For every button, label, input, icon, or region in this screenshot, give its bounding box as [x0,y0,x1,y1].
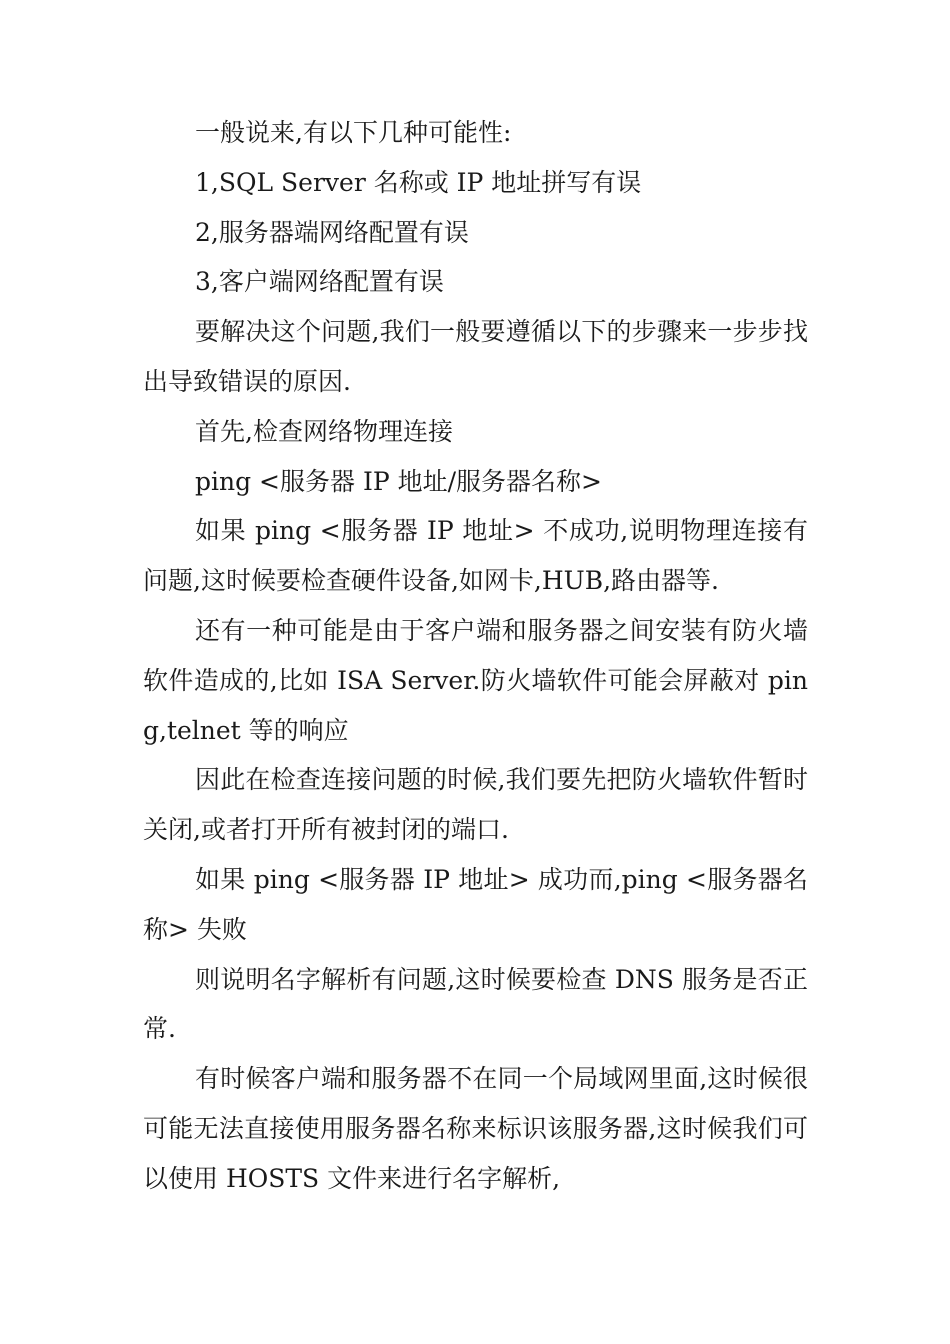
paragraph: 1,SQL Server 名称或 IP 地址拼写有误 [195,167,642,197]
paragraph: 一般说来,有以下几种可能性: [195,118,512,147]
paragraph: 如果 ping <服务器 IP 地址> 不成功,说明物理连接有问题,这时候要检查硬件设备,如网卡,HUB,路由器等. [143,516,808,596]
paragraph: 3,客户端网络配置有误 [195,267,444,297]
paragraph: 因此在检查连接问题的时候,我们要先把防火墙软件暂时关闭,或者打开所有被封闭的端口. [143,765,808,845]
paragraph: 则说明名字解析有问题,这时候要检查 DNS 服务是否正常. [143,964,808,1044]
paragraph: 有时候客户端和服务器不在同一个局域网里面,这时候很可能无法直接使用服务器名称来标识该服务器,这时候我们可以使用 HOSTS 文件来进行名字解析, [143,1064,808,1193]
paragraph: 还有一种可能是由于客户端和服务器之间安装有防火墙软件造成的,比如 ISA Server.防火墙软件可能会屏蔽对 ping,telnet 等的响应 [143,615,808,745]
document-body [143,108,808,1204]
paragraph: 如果 ping <服务器 IP 地址> 成功而,ping <服务器名称> 失败 [143,864,808,944]
paragraph: 首先,检查网络物理连接 [195,416,453,446]
paragraph: 2,服务器端网络配置有误 [195,217,469,247]
paragraph: 要解决这个问题,我们一般要遵循以下的步骤来一步步找出导致错误的原因. [143,317,808,396]
paragraph: ping <服务器 IP 地址/服务器名称> [195,466,602,496]
